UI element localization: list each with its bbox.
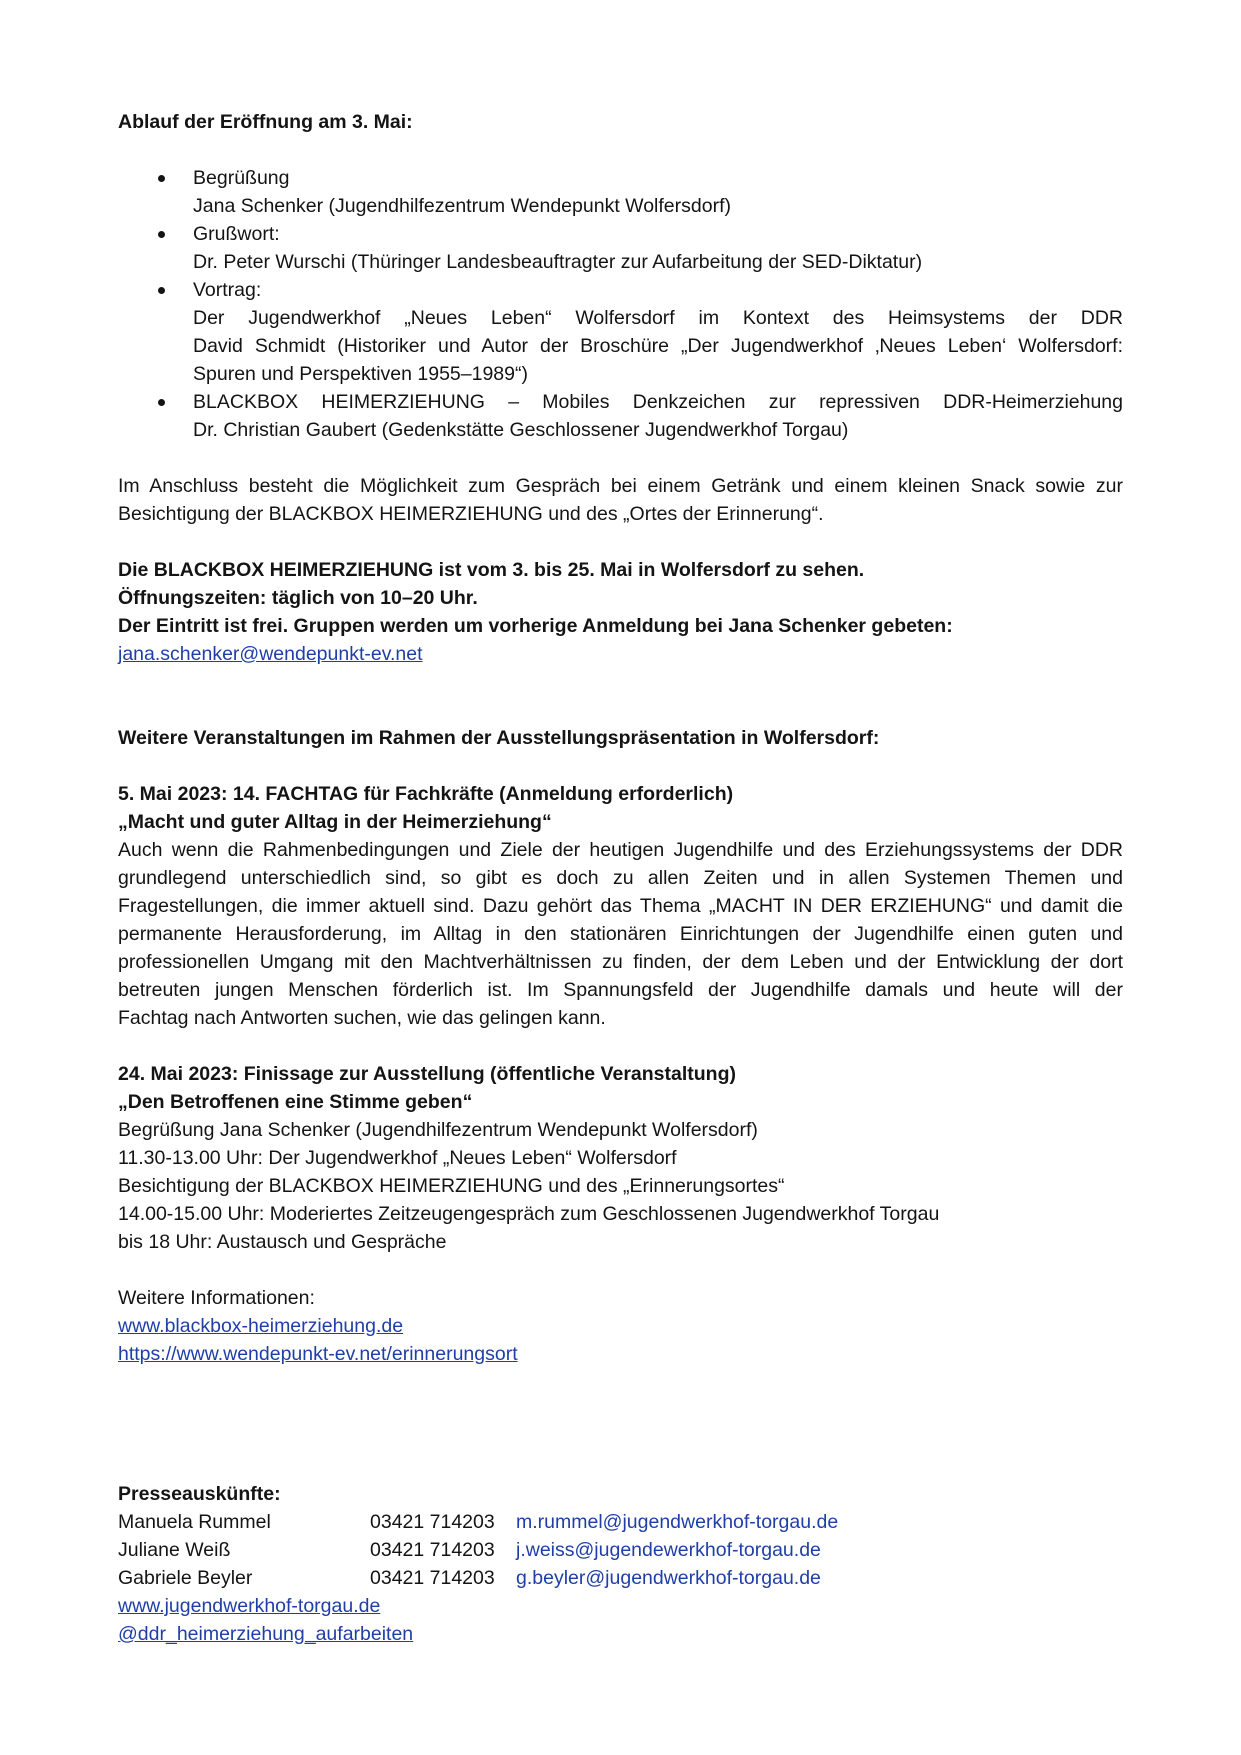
program-item-line: Der Jugendwerkhof „Neues Leben“ Wolfersdorf im Kontext des Heimsystems der DDR (193, 307, 1123, 329)
event2-line: 14.00-15.00 Uhr: Moderiertes Zeitzeugengespräch zum Geschlossenen Jugendwerkhof Torgau (118, 1203, 940, 1225)
program-item-title: Vortrag: (193, 279, 262, 301)
contact-name: Juliane Weiß (118, 1539, 231, 1561)
event2-subtitle: „Den Betroffenen eine Stimme geben“ (118, 1091, 473, 1113)
press-heading: Presseauskünfte: (118, 1483, 281, 1505)
program-item (118, 388, 1123, 444)
program-item-title: Grußwort: (193, 223, 280, 245)
event2-line: Besichtigung der BLACKBOX HEIMERZIEHUNG und des „Erinnerungsortes“ (118, 1175, 785, 1197)
contact-name: Manuela Rummel (118, 1511, 271, 1533)
event1-title: 5. Mai 2023: 14. FACHTAG für Fachkräfte (Anmeldung erforderlich) (118, 783, 734, 805)
program-item (118, 164, 1123, 220)
event1-text-line: Auch wenn die Rahmenbedingungen und Ziele der heutigen Jugendhilfe und des Erziehungssystems der DDR (118, 839, 1123, 861)
contact-email[interactable]: j.weiss@jugendewerkhof-torgau.de (516, 1539, 821, 1561)
program-item (118, 276, 1123, 388)
exhibit-line: Öffnungszeiten: täglich von 10–20 Uhr. (118, 587, 478, 609)
program-list (118, 164, 1123, 444)
press-social-link[interactable]: @ddr_heimerziehung_aufarbeiten (118, 1623, 414, 1645)
event1-text-line: permanente Herausforderung, im Alltag in den stationären Einrichtungen der Jugendhilfe einen guten und (118, 923, 1123, 945)
press-contact-row (118, 1508, 1123, 1536)
program-item-line: Jana Schenker (Jugendhilfezentrum Wendepunkt Wolfersdorf) (193, 195, 731, 217)
more-info-link[interactable]: https://www.wendepunkt-ev.net/erinnerungsort (118, 1343, 518, 1365)
event1-subtitle: „Macht und guter Alltag in der Heimerziehung“ (118, 811, 552, 833)
program-item-line: David Schmidt (Historiker und Autor der Broschüre „Der Jugendwerkhof ‚Neues Leben‘ Wolfersdorf: (193, 335, 1123, 357)
event1-text-line: professionellen Umgang mit den Machtverhältnissen zu finden, der dem Leben und der Entwicklung der dort (118, 951, 1123, 973)
program-item-title: Begrüßung (193, 167, 290, 189)
opening-heading: Ablauf der Eröffnung am 3. Mai: (118, 111, 413, 133)
contact-email[interactable]: m.rummel@jugendwerkhof-torgau.de (516, 1511, 839, 1533)
event2-title: 24. Mai 2023: Finissage zur Ausstellung (öffentliche Veranstaltung) (118, 1063, 737, 1085)
program-item-line: Spuren und Perspektiven 1955–1989“) (193, 363, 528, 385)
document-page (118, 108, 1123, 1648)
event2-line: Begrüßung Jana Schenker (Jugendhilfezentrum Wendepunkt Wolfersdorf) (118, 1119, 758, 1141)
contact-phone: 03421 714203 (370, 1539, 495, 1561)
program-item-line: Dr. Christian Gaubert (Gedenkstätte Geschlossener Jugendwerkhof Torgau) (193, 419, 849, 441)
contact-phone: 03421 714203 (370, 1567, 495, 1589)
event1-text-line: betreuten jungen Menschen förderlich ist. Im Spannungsfeld der Jugendhilfe damals und heute will der (118, 979, 1123, 1001)
more-info-label: Weitere Informationen: (118, 1287, 315, 1309)
program-item-title: BLACKBOX HEIMERZIEHUNG – Mobiles Denkzeichen zur repressiven DDR-Heimerziehung (193, 391, 1123, 413)
contact-name: Gabriele Beyler (118, 1567, 253, 1589)
event1-text-line: grundlegend unterschiedlich sind, so gibt es doch zu allen Zeiten und in allen Systemen Themen und (118, 867, 1123, 889)
bullet-icon (158, 287, 165, 294)
exhibit-email-link[interactable]: jana.schenker@wendepunkt-ev.net (118, 643, 423, 665)
exhibit-line: Der Eintritt ist frei. Gruppen werden um vorherige Anmeldung bei Jana Schenker gebeten: (118, 615, 953, 637)
press-contact-row (118, 1536, 1123, 1564)
program-item (118, 220, 1123, 276)
event1-text-line: Fachtag nach Antworten suchen, wie das gelingen kann. (118, 1007, 606, 1029)
after-paragraph-line: Im Anschluss besteht die Möglichkeit zum Gespräch bei einem Getränk und einem kleinen Snack sowie zur (118, 475, 1123, 497)
contact-email[interactable]: g.beyler@jugendwerkhof-torgau.de (516, 1567, 821, 1589)
bullet-icon (158, 399, 165, 406)
event2-line: 11.30-13.00 Uhr: Der Jugendwerkhof „Neues Leben“ Wolfersdorf (118, 1147, 677, 1169)
bullet-icon (158, 231, 165, 238)
program-item-line: Dr. Peter Wurschi (Thüringer Landesbeauftragter zur Aufarbeitung der SED-Diktatur) (193, 251, 923, 273)
event2-line: bis 18 Uhr: Austausch und Gespräche (118, 1231, 447, 1253)
bullet-icon (158, 175, 165, 182)
press-website-link[interactable]: www.jugendwerkhof-torgau.de (118, 1595, 381, 1617)
more-info-link[interactable]: www.blackbox-heimerziehung.de (118, 1315, 404, 1337)
exhibit-line: Die BLACKBOX HEIMERZIEHUNG ist vom 3. bis 25. Mai in Wolfersdorf zu sehen. (118, 559, 865, 581)
after-paragraph-line: Besichtigung der BLACKBOX HEIMERZIEHUNG und des „Ortes der Erinnerung“. (118, 503, 824, 525)
event1-text-line: Fragestellungen, die immer aktuell sind. Dazu gehört das Thema „MACHT IN DER ERZIEHUNG“ und damit die (118, 895, 1123, 917)
contact-phone: 03421 714203 (370, 1511, 495, 1533)
press-contact-row (118, 1564, 1123, 1592)
further-events-heading: Weitere Veranstaltungen im Rahmen der Ausstellungspräsentation in Wolfersdorf: (118, 727, 880, 749)
